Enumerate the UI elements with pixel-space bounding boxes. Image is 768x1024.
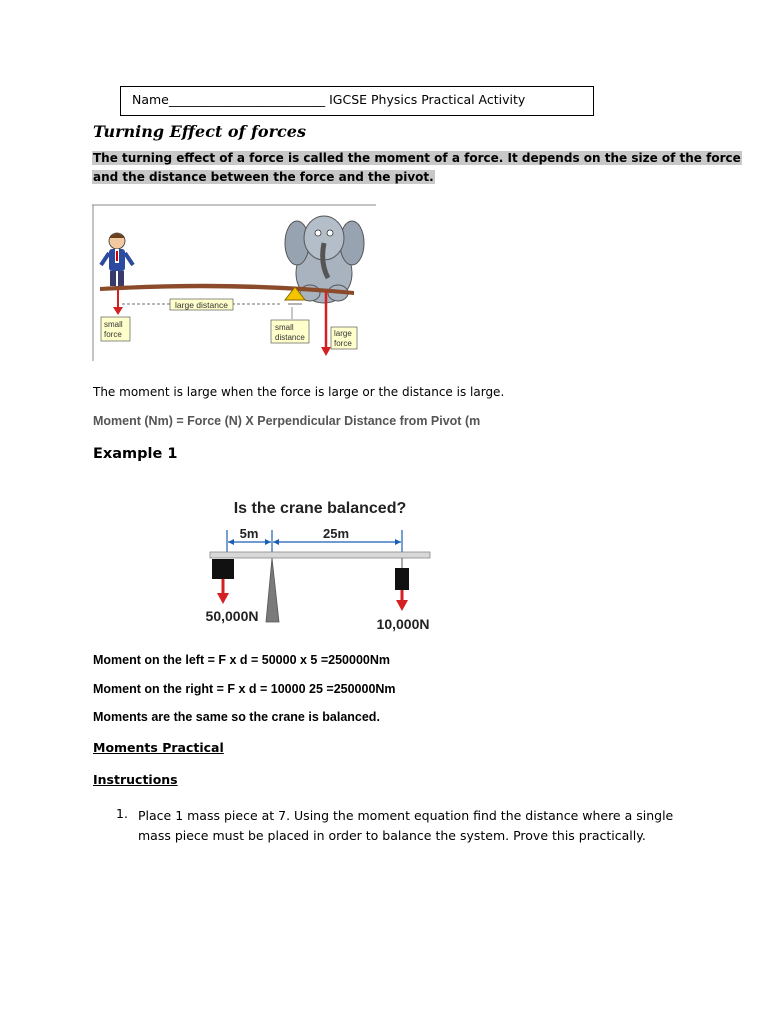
seesaw-diagram	[92, 203, 376, 363]
man-figure	[101, 233, 133, 286]
small-force-label-2: force	[104, 330, 122, 339]
right-force-arrowhead	[396, 600, 408, 611]
instruction-number: 1.	[116, 806, 128, 821]
instructions-heading: Instructions	[93, 772, 178, 787]
large-force-label-1: large	[334, 329, 352, 338]
intro-line-1	[92, 149, 742, 168]
large-force-label-2: force	[334, 339, 352, 348]
large-force-arrowhead	[321, 347, 331, 356]
intro-highlight-2: and the distance between the force and the pivot.	[93, 170, 434, 184]
calc-right: Moment on the right = F x d = 10000 25 =250000Nm	[93, 682, 396, 696]
intro-highlight-1: The turning effect of a force is called the moment of a force. It depends on the size of the force	[93, 151, 741, 165]
calc-left: Moment on the left = F x d = 50000 x 5 =250000Nm	[93, 653, 390, 667]
small-force-label-1: small	[104, 320, 123, 329]
right-weight	[395, 568, 409, 590]
left-weight	[212, 559, 234, 579]
crane-pivot	[266, 558, 279, 622]
example-heading: Example 1	[93, 446, 178, 462]
crane-title: Is the crane balanced?	[233, 500, 407, 517]
moment-formula: Moment (Nm) = Force (N) X Perpendicular Distance from Pivot (m	[93, 414, 481, 428]
crane-beam	[210, 552, 430, 558]
left-force-arrowhead	[217, 593, 229, 604]
small-distance-label-1: small	[275, 323, 294, 332]
right-distance-label: 25m	[322, 526, 350, 541]
practical-heading: Moments Practical	[93, 740, 224, 755]
crane-diagram	[196, 492, 446, 636]
left-force-label: 50,000N	[205, 608, 259, 624]
left-distance-label: 5m	[239, 526, 259, 541]
instruction-text: Place 1 mass piece at 7. Using the moment equation find the distance where a single mass piece must be placed in order to balance the system. Prove this practically.	[138, 808, 674, 843]
moment-statement: The moment is large when the force is large or the distance is large.	[93, 385, 505, 399]
small-force-arrowhead	[113, 307, 123, 315]
small-distance-label-2: distance	[275, 333, 305, 342]
large-distance-label: large distance	[175, 300, 228, 310]
page-title: Turning Effect of forces	[93, 122, 306, 141]
calc-conclusion: Moments are the same so the crane is balanced.	[93, 710, 380, 724]
header-name-line: Name_________________________ IGCSE Physics Practical Activity	[132, 92, 526, 107]
intro-line-2	[92, 168, 435, 187]
right-force-label: 10,000N	[376, 616, 430, 632]
